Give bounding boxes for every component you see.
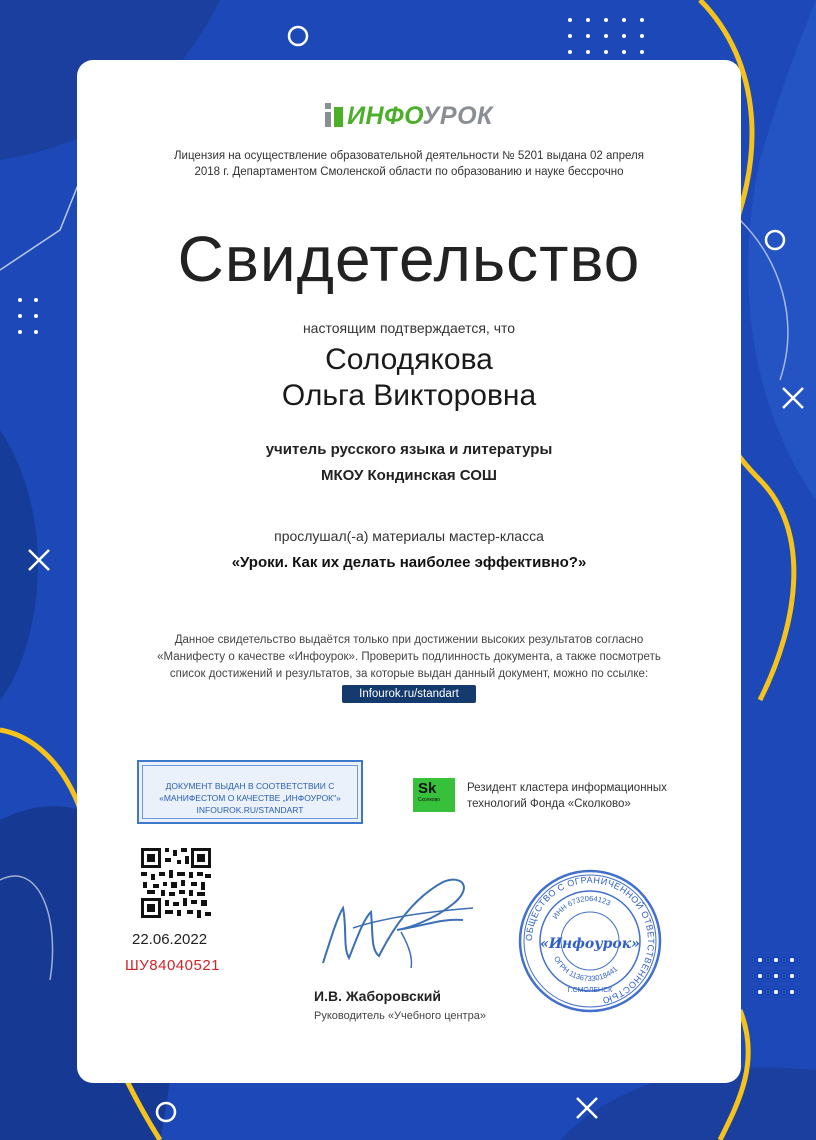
skolkovo-line-2: технологий Фонда «Сколково»: [467, 798, 631, 810]
skolkovo-logo-text: Sk: [418, 780, 437, 797]
signature-icon: [313, 868, 483, 978]
manifest-line-3: INFOUROK.RU/STANDART: [196, 805, 304, 815]
seal-inn: ИНН 6732064123: [550, 893, 613, 921]
certificate-card: [77, 60, 741, 1083]
signer-role: Руководитель «Учебного центра»: [314, 1010, 486, 1022]
recipient-given-name: Ольга Викторовна: [281, 379, 537, 412]
license-line-2: 2018 г. Департаментом Смоленской области по образованию и науке бессрочно: [194, 166, 624, 178]
infourok-logo: [77, 102, 741, 134]
issue-date: 22.06.2022: [132, 931, 208, 948]
skolkovo-line-1: Резидент кластера информационных: [467, 782, 667, 794]
manifest-line-2: «МАНИФЕСТОМ О КАЧЕСТВЕ „ИНФОУРОК"»: [159, 793, 341, 803]
notice-line-1: Данное свидетельство выдаётся только при достижении высоких результатов согласно: [174, 634, 644, 646]
logo-text-urok: УРОК: [422, 102, 493, 130]
qr-code: [141, 848, 211, 918]
manifest-line-1: ДОКУМЕНТ ВЫДАН В СООТВЕТСТВИИ С: [165, 781, 335, 791]
recipient-school: МКОУ Кондинская СОШ: [321, 467, 497, 484]
license-line-1: Лицензия на осуществление образовательной деятельности № 5201 выдана 02 апреля: [174, 150, 644, 162]
seal-ogrn: ОГРН 1136733018441: [551, 954, 620, 984]
svg-text:ИНН 6732064123: [551, 894, 613, 921]
seal-center-text: «Инфоурок»: [540, 936, 640, 952]
certificate-title: Свидетельство: [177, 223, 641, 295]
manifest-stamp-text: [142, 765, 358, 819]
notice-line-3: список достижений и результатов, за которые выдан данный документ, можно по ссылке:: [169, 668, 649, 680]
recipient-position: [77, 437, 741, 489]
seal-ring-text: ОБЩЕСТВО С ОГРАНИЧЕННОЙ ОТВЕТСТВЕННОСТЬЮ: [523, 874, 657, 1006]
recipient-role: учитель русского языка и литературы: [265, 441, 553, 458]
infourok-logo-icon: [325, 103, 343, 134]
manifest-stamp-box: [137, 760, 363, 824]
verification-link[interactable]: Infourok.ru/standart: [342, 685, 476, 703]
skolkovo-logo: [413, 778, 455, 812]
svg-text:ОГРН 1136733018441: [552, 955, 619, 983]
skolkovo-logo-sub: Сколково: [418, 797, 440, 803]
company-seal: [517, 868, 663, 1014]
certificate-code: ШУ84040521: [125, 957, 221, 974]
notice-line-2: «Манифесту о качестве «Инфоурок». Проверить подлинность документа, а также посмотреть: [157, 651, 661, 663]
confirm-text: настоящим подтверждается, что: [302, 320, 516, 336]
listened-text: прослушал(-а) материалы мастер-класса: [274, 528, 544, 544]
recipient-name: [77, 342, 741, 414]
signer-name: И.В. Жаборовский: [314, 988, 442, 1004]
license-text: [77, 148, 741, 180]
logo-text-info: ИНФО: [347, 102, 423, 130]
verification-notice: [77, 632, 741, 683]
recipient-surname: Солодякова: [325, 343, 493, 376]
course-title: «Уроки. Как их делать наиболее эффективно?»: [231, 554, 587, 571]
seal-city: Г.СМОЛЕНСК: [567, 987, 613, 994]
skolkovo-resident-text: [467, 780, 667, 812]
